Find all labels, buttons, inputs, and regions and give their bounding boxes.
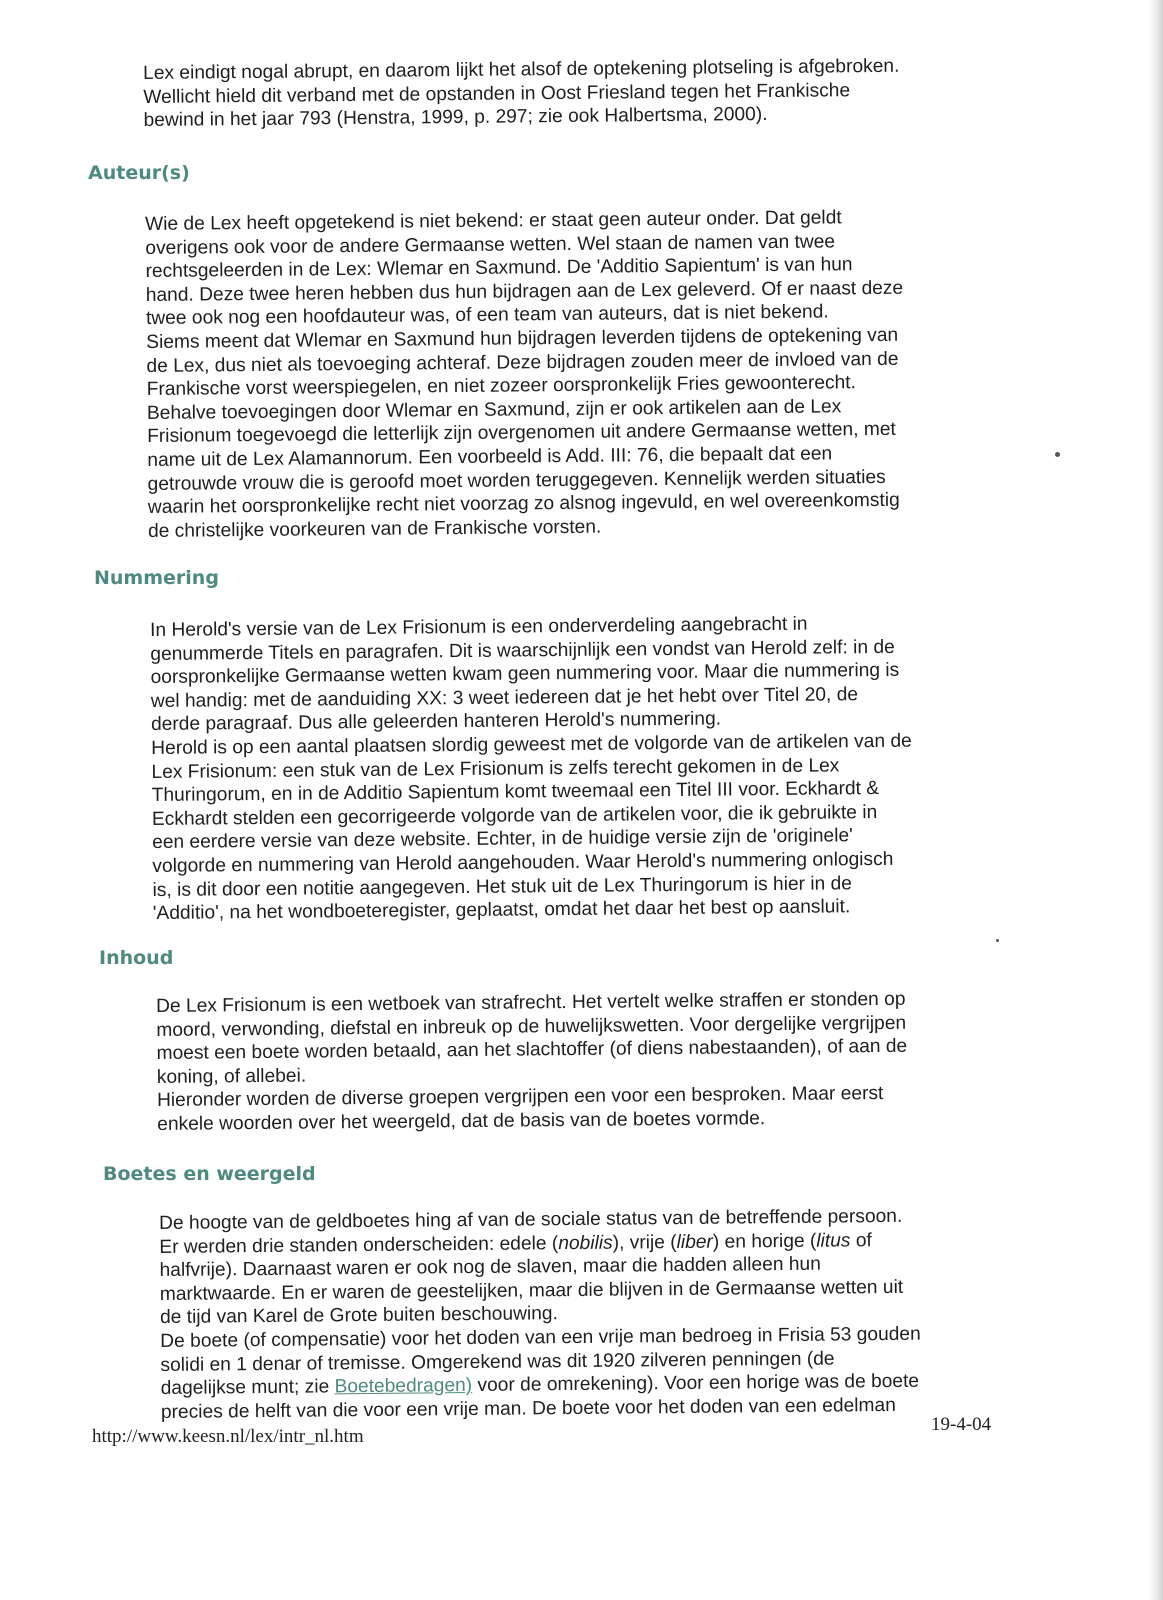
heading-auteurs: Auteur(s) bbox=[88, 162, 190, 184]
footer-url: http://www.keesn.nl/lex/intr_nl.htm bbox=[92, 1426, 364, 1447]
intro-paragraph: Lex eindigt nogal abrupt, en daarom lijkt het alsof de optekening plotseling is afgebroken. Wellicht hield dit verband met de opstanden in Oost Friesland tegen het Frankische bewind in het jaar 793 (Henstra, 1999, p. 297; zie ook Halbertsma, 2000). bbox=[143, 55, 900, 132]
scan-speck bbox=[1055, 452, 1060, 457]
scan-speck bbox=[996, 939, 999, 942]
inhoud-paragraph: De Lex Frisionum is een wetboek van strafrecht. Het vertelt welke straffen er stonden op moord, verwonding, diefstal en inbreuk op de huwelijkswetten. Voor dergelijke vergrijpen moest een boete worden betaald, aan het slachtoffer (of diens nabestaanden), of aan de koning, of allebei. Hieronder worden de diverse groepen vergrijpen een voor een besproken. Maar eerst enkele woorden over het weergeld, dat de basis van de boetes vormde. bbox=[156, 988, 908, 1135]
boetebedragen-link[interactable]: Boetebedragen) bbox=[334, 1375, 473, 1398]
heading-nummering: Nummering bbox=[94, 567, 219, 589]
auteurs-paragraph: Wie de Lex heeft opgetekend is niet bekend: er staat geen auteur onder. Dat geldt overigens ook voor de andere Germaanse wetten. Wel staan de namen van twee rechtsgeleerden in de Lex: Wlemar en Saxmund. De 'Additio Sapientum' is van hun hand. Deze twee heren hebben dus hun bijdragen aan de Lex geleverd. Of er naast deze twee ook nog een hoofdauteur was, of een team van auteurs, dat is niet bekend. Siems meent dat Wlemar en Saxmund hun bijdragen leverden tijdens de optekening van de Lex, dus niet als toevoeging achteraf. Deze bijdragen zouden meer de invloed van de Frankische vorst weerspiegelen, en niet zozeer oorspronkelijk Fries gewoonterecht. Behalve toevoegingen door Wlemar en Saxmund, zijn er ook artikelen aan de Lex Frisionum toegevoegd die letterlijk zijn overgenomen uit andere Germaanse wetten, met name uit de Lex Alamannorum. Een voorbeeld is Add. III: 76, die bepaalt dat een getrouwde vrouw die is geroofd moet worden teruggegeven. Kennelijk werden situaties waarin het oorspronkelijke recht niet voorzag zo alsnog ingevuld, en wel overeenkomstig de christelijke voorkeuren van de Frankische vorsten. bbox=[145, 207, 904, 542]
nummering-paragraph: In Herold's versie van de Lex Frisionum is een onderverdeling aangebracht in genummerde Titels en paragrafen. Dit is waarschijnlijk een vondst van Herold zelf: in de oorspronkelijke Germaanse wetten kwam geen nummering voor. Maar die nummering is wel handig: met de aanduiding XX: 3 weet iedereen dat je het hebt over Titel 20, de derde paragraaf. Dus alle geleerden hanteren Herold's nummering. Herold is op een aantal plaatsen slordig geweest met de volgorde van de artikelen van de Lex Frisionum: een stuk van de Lex Frisionum is zelfs terecht gekomen in de Lex Thuringorum, en in de Additio Sapientum komt tweemaal een Titel III voor. Eckhardt & Eckhardt stelden een gecorrigeerde volgorde van de artikelen voor, die ik gebruikte in een eerdere versie van deze website. Echter, in de huidige versie zijn de 'originele' volgorde en nummering van Herold aangehouden. Waar Herold's nummering onlogisch is, is dit door een notitie aangegeven. Het stuk uit de Lex Thuringorum is hier in de 'Additio', na het wondboeteregister, geplaatst, omdat het daar het best op aansluit. bbox=[150, 613, 912, 925]
heading-inhoud: Inhoud bbox=[99, 947, 174, 969]
boetes-paragraph: De hoogte van de geldboetes hing af van de sociale status van de betreffende persoon. Er werden drie standen onderscheiden: edele (nobilis), vrije (liber) en horige (litus of halfvrije). Daarnaast waren er ook nog de slaven, maar die hadden alleen hun marktwaarde. En er waren de geestelijken, maar die blijven in de Germaanse wetten uit de tijd van Karel de Grote buiten beschouwing. De boete (of compensatie) voor het doden van een vrije man bedroeg in Frisia 53 gouden solidi en 1 denar of tremisse. Omgerekend was dit 1920 zilveren penningen (de dagelijkse munt; zie Boetebedragen) voor de omrekening). Voor een horige was de boete precies de helft van die voor een vrije man. De boete voor het doden van een edelman bbox=[159, 1205, 921, 1423]
footer-date: 19-4-04 bbox=[931, 1414, 992, 1435]
page-edge-shadow bbox=[1149, 0, 1163, 1600]
heading-boetes-en-weergeld: Boetes en weergeld bbox=[103, 1163, 316, 1185]
